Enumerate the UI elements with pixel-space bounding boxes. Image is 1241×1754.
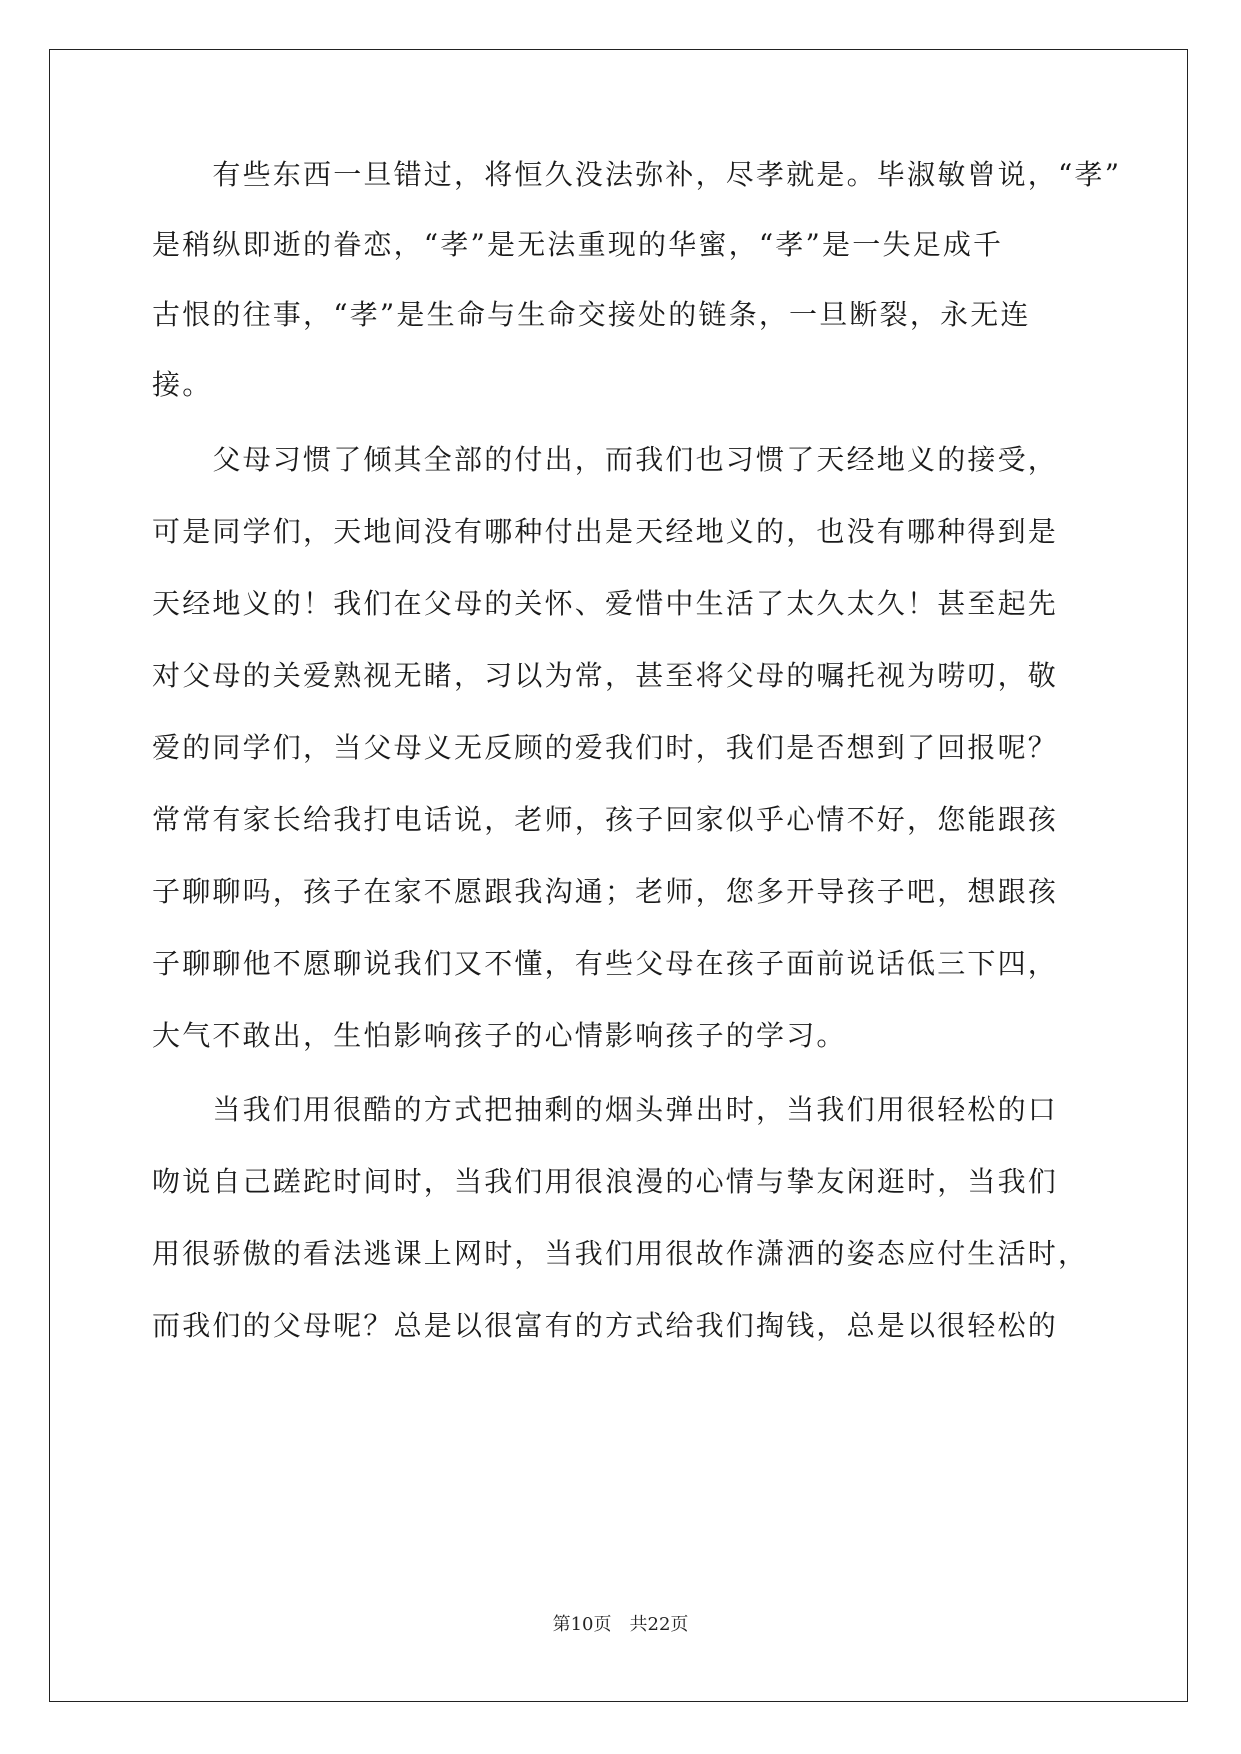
page-number-footer: 第10页 共22页	[552, 1614, 689, 1635]
text-line-1: 有些东西一旦错过，将恒久没法弥补，尽孝就是。毕淑敏曾说，“孝”	[152, 158, 1122, 191]
text-line-6: 可是同学们，天地间没有哪种付出是天经地义的，也没有哪种得到是	[152, 515, 1059, 548]
text-line-9: 爱的同学们，当父母义无反顾的爱我们时，我们是否想到了回报呢？	[152, 731, 1059, 764]
text-line-5: 父母习惯了倾其全部的付出，而我们也习惯了天经地义的接受，	[152, 443, 1059, 476]
text-line-7: 天经地义的！我们在父母的关怀、爱惜中生活了太久太久！甚至起先	[152, 587, 1059, 620]
text-line-4: 接。	[152, 368, 213, 401]
text-line-17: 而我们的父母呢？总是以很富有的方式给我们掏钱，总是以很轻松的	[152, 1309, 1059, 1342]
text-line-2: 是稍纵即逝的眷恋，“孝”是无法重现的华蜜，“孝”是一失足成千	[152, 228, 1004, 261]
text-line-13: 大气不敢出，生怕影响孩子的心情影响孩子的学习。	[152, 1019, 847, 1052]
text-line-11: 子聊聊吗，孩子在家不愿跟我沟通；老师，您多开导孩子吧，想跟孩	[152, 875, 1059, 908]
text-line-14: 当我们用很酷的方式把抽剩的烟头弹出时，当我们用很轻松的口	[152, 1093, 1059, 1126]
text-line-3: 古恨的往事，“孝”是生命与生命交接处的链条，一旦断裂，永无连	[152, 298, 1031, 331]
text-line-10: 常常有家长给我打电话说，老师，孩子回家似乎心情不好，您能跟孩	[152, 803, 1059, 836]
text-line-12: 子聊聊他不愿聊说我们又不懂，有些父母在孩子面前说话低三下四，	[152, 947, 1059, 980]
text-line-8: 对父母的关爱熟视无睹，习以为常，甚至将父母的嘱托视为唠叨，敬	[152, 659, 1059, 692]
text-line-15: 吻说自己蹉跎时间时，当我们用很浪漫的心情与挚友闲逛时，当我们	[152, 1165, 1059, 1198]
text-line-16: 用很骄傲的看法逃课上网时，当我们用很故作潇洒的姿态应付生活时，	[152, 1237, 1089, 1270]
